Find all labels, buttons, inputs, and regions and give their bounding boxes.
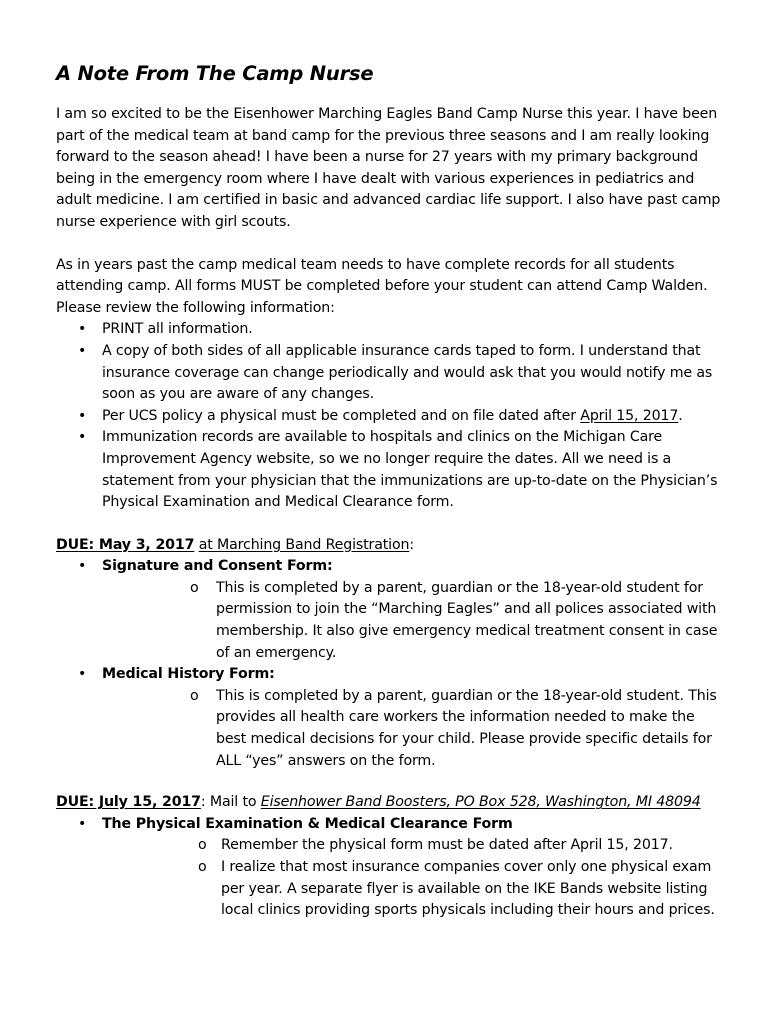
physical-instruction-prefix: Per UCS policy a physical must be completed and on file dated after <box>102 407 581 424</box>
review-list <box>56 319 726 513</box>
due-july-mail-prefix: : Mail to <box>200 794 261 811</box>
bullet-icon: • <box>78 558 87 575</box>
list-item <box>56 319 726 341</box>
document-page <box>56 60 726 942</box>
due-may-colon: : <box>409 536 414 553</box>
records-paragraph: As in years past the camp medical team needs to have complete records for all students attending camp. All forms MUST be completed before your student can attend Camp Walden. Please review the following information: <box>56 256 708 316</box>
circle-bullet-icon: o <box>190 579 199 596</box>
list-item <box>56 341 726 406</box>
bullet-icon: • <box>78 429 87 446</box>
bullet-icon: • <box>78 815 87 832</box>
physical-instruction-suffix: . <box>678 407 683 424</box>
print-instruction: PRINT all information. <box>102 321 253 338</box>
due-may-location: at Marching Band Registration <box>198 536 410 553</box>
circle-bullet-icon: o <box>190 687 199 704</box>
due-may-heading <box>56 535 726 557</box>
insurance-instruction: A copy of both sides of all applicable insurance cards taped to form. I understand that insurance coverage can change periodically and would ask that you would notify me as soon as you are aware of any changes. <box>102 342 713 403</box>
intro-paragraph: I am so excited to be the Eisenhower Marching Eagles Band Camp Nurse this year. I have been part of the medical team at band camp for the previous three seasons and I am really looking forward to the season ahead! I have been a nurse for 27 years with my primary background being in the emergency room where I have dealt with various experiences in pediatrics and adult medicine. I am certified in basic and advanced cardiac life support. I also have past camp nurse experience with girl scouts. <box>56 106 721 230</box>
physical-date-note: Remember the physical form must be dated after April 15, 2017. <box>221 837 673 854</box>
due-may-label: DUE: May 3, 2017 <box>56 536 195 553</box>
list-item <box>56 406 726 428</box>
physical-date: April 15, 2017 <box>580 407 679 424</box>
signature-consent-detail: This is completed by a parent, guardian or the 18-year-old student for permission to join the “Marching Eagles” and all polices associated with membership. It also give emergency medical treatment consent in case of an emergency. <box>216 579 718 661</box>
list-item <box>102 686 726 772</box>
due-july-label: DUE: July 15, 2017 <box>56 794 201 811</box>
due-july-heading <box>56 792 726 814</box>
bullet-icon: • <box>78 342 87 359</box>
medical-history-form-name: Medical History Form: <box>102 666 275 683</box>
due-july-section <box>56 792 726 922</box>
circle-bullet-icon: o <box>198 859 207 875</box>
due-july-forms <box>56 814 726 922</box>
list-item <box>102 857 726 922</box>
bullet-icon: • <box>78 407 87 424</box>
list-item <box>102 835 726 857</box>
physical-exam-form-name: The Physical Examination & Medical Clearance Form <box>102 815 513 832</box>
insurance-physical-note: I realize that most insurance companies cover only one physical exam per year. A separate flyer is available on the IKE Bands website listing local clinics providing sports physicals including their hours and prices. <box>221 859 715 919</box>
mailing-address: Eisenhower Band Boosters, PO Box 528, Washington, MI 48094 <box>260 794 701 811</box>
list-item <box>56 556 726 664</box>
circle-bullet-icon: o <box>198 837 207 854</box>
page-title: A Note From The Camp Nurse <box>56 62 374 85</box>
list-item <box>56 664 726 772</box>
bullet-icon: • <box>78 666 87 683</box>
list-item <box>56 427 726 513</box>
physical-exam-notes <box>102 835 726 921</box>
due-may-section <box>56 535 726 773</box>
due-may-forms <box>56 556 726 772</box>
medical-history-details <box>102 686 726 772</box>
immunization-instruction: Immunization records are available to hospitals and clinics on the Michigan Care Improvement Agency website, so we no longer require the dates. All we need is a statement from your physician that the immunizations are up-to-date on the Physician’s Physical Examination and Medical Clearance form. <box>102 429 718 511</box>
list-item <box>56 814 726 922</box>
signature-consent-details <box>102 578 726 664</box>
bullet-icon: • <box>78 321 87 338</box>
signature-consent-form-name: Signature and Consent Form: <box>102 558 333 575</box>
medical-history-detail: This is completed by a parent, guardian or the 18-year-old student. This provides all health care workers the information needed to make the best medical decisions for your child. Please provide specific details for ALL “yes” answers on the form. <box>216 687 717 769</box>
list-item <box>102 578 726 664</box>
